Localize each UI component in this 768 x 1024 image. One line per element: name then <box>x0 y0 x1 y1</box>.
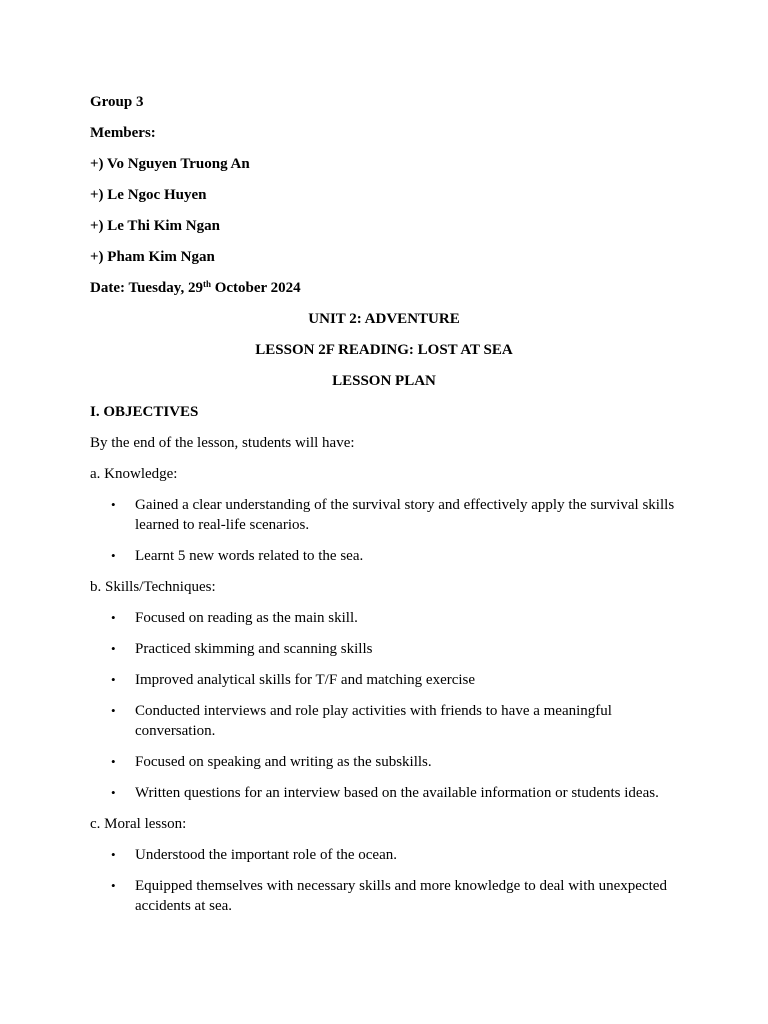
list-item-text: Learnt 5 new words related to the sea. <box>135 548 364 564</box>
knowledge-list <box>90 495 690 566</box>
date-line <box>90 278 690 298</box>
list-item <box>90 876 690 916</box>
member-item: +) Le Thi Kim Ngan <box>90 218 220 234</box>
bullet-icon: • <box>111 785 116 800</box>
skills-list <box>90 608 690 803</box>
member-item: +) Pham Kim Ngan <box>90 249 215 265</box>
list-item <box>90 783 690 803</box>
bullet-icon: • <box>111 672 116 687</box>
date-suffix: October 2024 <box>210 280 301 296</box>
list-item-text: Gained a clear understanding of the survival story and effectively apply the survival skills learned to real-life scenarios. <box>135 497 675 533</box>
member-item: +) Le Ngoc Huyen <box>90 187 207 203</box>
document-page <box>90 92 690 927</box>
unit-title: UNIT 2: ADVENTURE <box>308 311 460 327</box>
objectives-intro: By the end of the lesson, students will have: <box>90 435 355 451</box>
bullet-icon: • <box>111 847 116 862</box>
list-item <box>90 495 690 535</box>
list-item-text: Focused on speaking and writing as the subskills. <box>135 754 432 770</box>
moral-label: c. Moral lesson: <box>90 816 187 832</box>
bullet-icon: • <box>111 641 116 656</box>
list-item <box>90 639 690 659</box>
bullet-icon: • <box>111 878 116 893</box>
lesson-title: LESSON 2F READING: LOST AT SEA <box>255 342 513 358</box>
bullet-icon: • <box>111 703 116 718</box>
bullet-icon: • <box>111 548 116 563</box>
bullet-icon: • <box>111 610 116 625</box>
objectives-heading: I. OBJECTIVES <box>90 404 199 420</box>
list-item-text: Practiced skimming and scanning skills <box>135 641 373 657</box>
list-item-text: Written questions for an interview based on the available information or students ideas. <box>135 785 659 801</box>
date-ordinal-suffix: th <box>202 279 211 289</box>
bullet-icon: • <box>111 754 116 769</box>
date-prefix: Date: Tuesday, 29 <box>90 280 203 296</box>
list-item-text: Equipped themselves with necessary skills and more knowledge to deal with unexpected accidents at sea. <box>135 878 667 914</box>
list-item <box>90 670 690 690</box>
moral-list <box>90 845 690 916</box>
lesson-plan-title: LESSON PLAN <box>332 373 436 389</box>
knowledge-label: a. Knowledge: <box>90 466 178 482</box>
list-item <box>90 845 690 865</box>
list-item-text: Improved analytical skills for T/F and matching exercise <box>135 672 476 688</box>
members-label: Members: <box>90 125 156 141</box>
bullet-icon: • <box>111 497 116 512</box>
list-item <box>90 608 690 628</box>
skills-label: b. Skills/Techniques: <box>90 579 216 595</box>
list-item <box>90 701 690 741</box>
list-item-text: Focused on reading as the main skill. <box>135 610 358 626</box>
list-item <box>90 546 690 566</box>
list-item-text: Understood the important role of the ocean. <box>135 847 398 863</box>
member-item: +) Vo Nguyen Truong An <box>90 156 250 172</box>
list-item <box>90 752 690 772</box>
group-name: Group 3 <box>90 94 144 110</box>
list-item-text: Conducted interviews and role play activities with friends to have a meaningful conversation. <box>135 703 612 739</box>
